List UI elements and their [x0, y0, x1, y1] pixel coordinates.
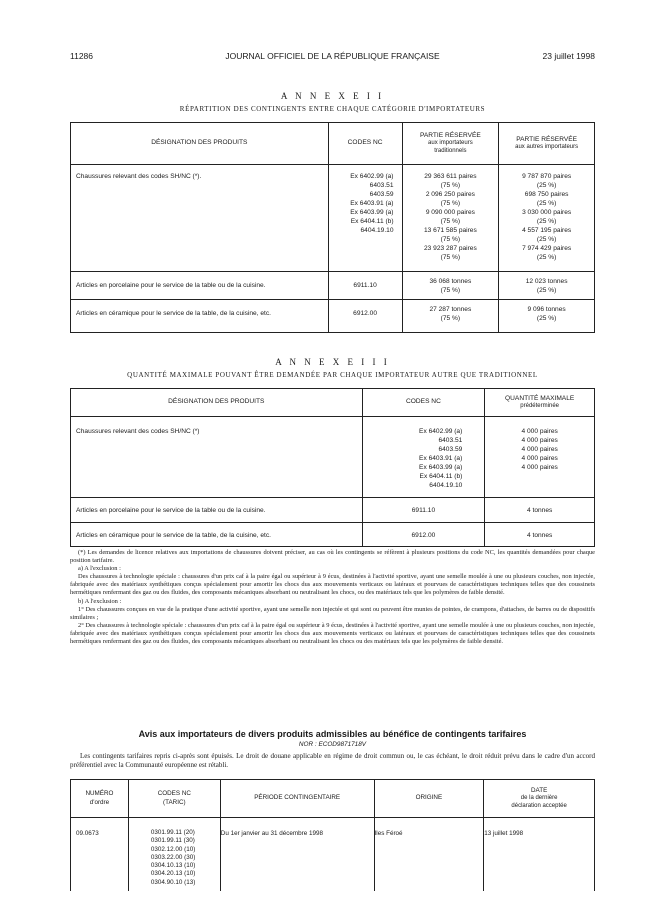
taric-code: 0304.90.10 (13) [150, 878, 196, 886]
table-row-porcelain [71, 498, 595, 523]
footnote-b-2: 2° Des chaussures à technologie spéciale : chaussures d'un prix caf à la paire égal ou supérieur à 9 écus, destinées à l'activité sportive, ayant une semelle moulée à une ou plusieurs couches, non injectée, fabriquée avec des matériaux synthétiques conçus spécialement pour amortir les chocs dus aux mouvements verticaux ou latéraux et pourvues de caractéristiques techniques telles que des coussinets hermétiques renfermant des gaz ou des fluides, des composants mécaniques absorbant ou neutralisant les chocs ou des matériaux tels que les polymères de faible densité. [70, 621, 595, 646]
code-line: 6404.19.10 [360, 227, 394, 234]
table-row-ceramic [71, 523, 595, 547]
code-line: Ex 6404.11 (b) [350, 218, 394, 225]
value-line: 9 090 000 paires [425, 209, 475, 216]
porcelain-traditional-pct: (75 %) [440, 287, 461, 294]
col-number-line1: NUMÉRO [85, 790, 114, 798]
taric-code: 0304.10.13 (10) [150, 862, 196, 870]
taric-code: 0303.22.00 (30) [150, 853, 196, 861]
quantity-porcelain: 4 tonnes [527, 507, 553, 514]
avis-text [70, 752, 595, 769]
code-porcelain: 6911.10 [411, 507, 436, 514]
footnote-b-heading: b) A l'exclusion : [78, 597, 122, 605]
col-traditional-line2: aux importateurs [428, 140, 473, 147]
code-line: 6403.51 [438, 437, 463, 444]
table-row [71, 818, 595, 891]
col-codes: CODES NC [362, 389, 485, 417]
value-line: (75 %) [440, 218, 461, 225]
annex-3-subtitle: QUANTITÉ MAXIMALE POUVANT ÊTRE DEMANDÉE PAR CHAQUE IMPORTATEUR AUTRE QUE TRADITIONNEL [127, 371, 538, 379]
code-line: 6403.51 [369, 182, 394, 189]
col-date-line1: DATE [530, 786, 548, 794]
footnote-a-text: Des chaussures à technologie spéciale : chaussures d'un prix caf à la paire égal ou supérieur à 9 écus, destinées à l'activité sportive, ayant une semelle moulée à une ou plusieurs couches, non injectée, fabriquée avec des matériaux synthétiques conçus spécialement pour amortir les chocs dus aux mouvements verticaux ou latéraux et pourvues de caractéristiques techniques telles que des coussinets hermétiques renfermant des gaz ou des fluides, des composants mécaniques absorbant ou neutralisant les chocs, ou des matériaux tels que les polymères de faible densité. [70, 573, 595, 597]
avis-table [70, 779, 595, 891]
quantity-line: 4 000 paires [521, 437, 558, 444]
code-line: Ex 6403.91 (a) [350, 200, 394, 207]
taric-code: 0304.20.13 (10) [150, 870, 196, 878]
value-line: 698 750 paires [524, 191, 569, 198]
page-number: 11286 [70, 51, 94, 61]
quantity-line: 4 000 paires [521, 428, 558, 435]
value-line: (25 %) [536, 200, 557, 207]
col-date-line3: déclaration acceptée [511, 802, 567, 809]
value-line: (25 %) [536, 182, 557, 189]
code-line: Ex 6404.11 (b) [419, 473, 463, 480]
taric-code: 0301.99.11 (30) [150, 837, 195, 845]
code-porcelain: 6911.10 [353, 282, 377, 289]
annex-3-heading [70, 357, 595, 379]
col-date [484, 780, 595, 818]
col-traditional [402, 123, 499, 165]
table-row-porcelain [71, 272, 595, 300]
code-line: Ex 6403.99 (a) [350, 209, 394, 216]
col-quantity-line2: prédéterminée [520, 402, 559, 409]
code-line: Ex 6403.91 (a) [419, 455, 463, 462]
annex-2-title: A N N E X E I I [280, 91, 385, 101]
issue-date: 23 juillet 1998 [542, 51, 595, 61]
designation-shoes: Chaussures relevant des codes SH/NC (*) [76, 428, 200, 435]
code-line: 6403.59 [369, 191, 394, 198]
footnotes [70, 549, 595, 646]
value-line: 9 787 870 paires [522, 173, 572, 180]
nor-reference: NOR : ECOD9871718V [298, 741, 367, 748]
code-line: Ex 6402.99 (a) [350, 173, 394, 180]
annex-2-table [70, 122, 595, 333]
value-line: 29 363 611 paires [424, 173, 477, 180]
quantity-line: 4 000 paires [521, 446, 558, 453]
quantity-ceramic: 4 tonnes [527, 532, 553, 539]
last-declaration-date: 13 juillet 1998 [484, 830, 524, 837]
value-line: 7 974 429 paires [522, 245, 572, 252]
value-line: 13 671 585 paires [423, 227, 477, 234]
porcelain-others: 12 023 tonnes [525, 278, 568, 285]
col-others-line2: aux autres importateurs [515, 143, 579, 150]
col-period: PÉRIODE CONTINGENTAIRE [220, 780, 374, 818]
ceramic-others-pct: (25 %) [536, 315, 557, 322]
code-ceramic: 6912.00 [353, 310, 377, 317]
col-others-line1: PARTIE RÉSERVÉE [516, 135, 578, 143]
col-number-line2: d'ordre [89, 798, 110, 806]
annex-2-subtitle: RÉPARTITION DES CONTINGENTS ENTRE CHAQUE CATÉGORIE D'IMPORTATEURS [179, 105, 486, 113]
col-designation: DÉSIGNATION DES PRODUITS [71, 389, 363, 417]
value-line: (25 %) [536, 236, 557, 243]
origin: Iles Féroé [374, 830, 403, 837]
value-line: (25 %) [536, 218, 557, 225]
ceramic-traditional-pct: (75 %) [440, 315, 461, 322]
col-designation: DÉSIGNATION DES PRODUITS [71, 123, 329, 165]
col-origin: ORIGINE [374, 780, 484, 818]
table-row-ceramic [71, 300, 595, 333]
value-line: (75 %) [440, 182, 461, 189]
value-line: 23 923 287 paires [423, 245, 477, 252]
avis-title: Avis aux importateurs de divers produits admissibles au bénéfice de contingents tarifaires [138, 729, 527, 739]
value-line: 2 096 250 paires [425, 191, 475, 198]
table-row-shoes [71, 165, 595, 272]
porcelain-traditional: 36 068 tonnes [429, 278, 472, 285]
order-number: 09.0673 [76, 830, 99, 837]
code-line: Ex 6403.99 (a) [419, 464, 463, 471]
designation-ceramic: Articles en céramique pour le service de la table, de la cuisine, etc. [76, 532, 271, 539]
col-traditional-line3: traditionnels [434, 147, 467, 154]
porcelain-others-pct: (25 %) [536, 287, 557, 294]
annex-3-table [70, 388, 595, 547]
value-line: 4 557 195 paires [522, 227, 572, 234]
col-quantity [485, 389, 595, 417]
value-line: (75 %) [440, 236, 461, 243]
col-codes-line1: CODES NC [157, 790, 191, 798]
value-line: (75 %) [440, 254, 461, 261]
annex-2-heading [70, 91, 595, 113]
quantity-line: 4 000 paires [521, 464, 558, 471]
quantity-line: 4 000 paires [521, 455, 558, 462]
col-quantity-line1: QUANTITÉ MAXIMALE [505, 394, 575, 402]
col-traditional-line1: PARTIE RÉSERVÉE [419, 131, 481, 139]
col-codes-line2: (TARIC) [163, 798, 186, 806]
designation-porcelain: Articles en porcelaine pour le service de la table ou de la cuisine. [76, 282, 266, 289]
code-line: 6403.59 [438, 446, 463, 453]
col-codes [128, 780, 220, 818]
footnote-star: (*) Les demandes de licence relatives aux importations de chaussures doivent préciser, au cas où les contingents se réfèrent à plusieurs positions du code NC, les quantités demandées pour chaque position tarifaire. [70, 549, 595, 565]
page-header [70, 51, 595, 65]
code-ceramic: 6912.00 [411, 532, 436, 539]
col-others [499, 123, 595, 165]
col-number [71, 780, 129, 818]
footnote-a-heading: a) A l'exclusion : [78, 565, 121, 573]
avis-paragraph: Les contingents tarifaires repris ci-après sont épuisés. Le droit de douane applicable en régime de droit commun ou, le cas échéant, le droit réduit prévu dans le cadre d'un accord préférentiel avec la Communauté européenne est rétabli. [70, 752, 595, 769]
table-row-shoes [71, 417, 595, 498]
value-line: 3 030 000 paires [522, 209, 572, 216]
ceramic-others: 9 096 tonnes [527, 306, 566, 313]
code-line: 6404.19.10 [429, 482, 463, 489]
code-line: Ex 6402.99 (a) [419, 428, 463, 435]
col-date-line2: de la dernière [520, 794, 558, 801]
taric-code: 0302.12.00 (10) [150, 845, 196, 853]
col-codes: CODES NC [328, 123, 402, 165]
footnote-b-1: 1° Des chaussures conçues en vue de la pratique d'une activité sportive, ayant une semelle non injectée et qui sont ou peuvent être munies de pointes, de crampons, d'attaches, de barres ou de dispositifs similaires ; [70, 605, 595, 621]
quota-period: Du 1er janvier au 31 décembre 1998 [220, 830, 323, 837]
taric-code: 0301.99.11 (20) [150, 829, 195, 836]
designation-shoes: Chaussures relevant des codes SH/NC (*). [76, 173, 202, 180]
ceramic-traditional: 27 287 tonnes [429, 306, 472, 313]
designation-porcelain: Articles en porcelaine pour le service de la table ou de la cuisine. [76, 507, 266, 514]
value-line: (25 %) [536, 254, 557, 261]
journal-title: JOURNAL OFFICIEL DE LA RÉPUBLIQUE FRANÇAISE [225, 51, 440, 61]
value-line: (75 %) [440, 200, 461, 207]
annex-3-title: A N N E X E I I I [275, 357, 390, 367]
designation-ceramic: Articles en céramique pour le service de la table, de la cuisine, etc. [76, 310, 271, 317]
